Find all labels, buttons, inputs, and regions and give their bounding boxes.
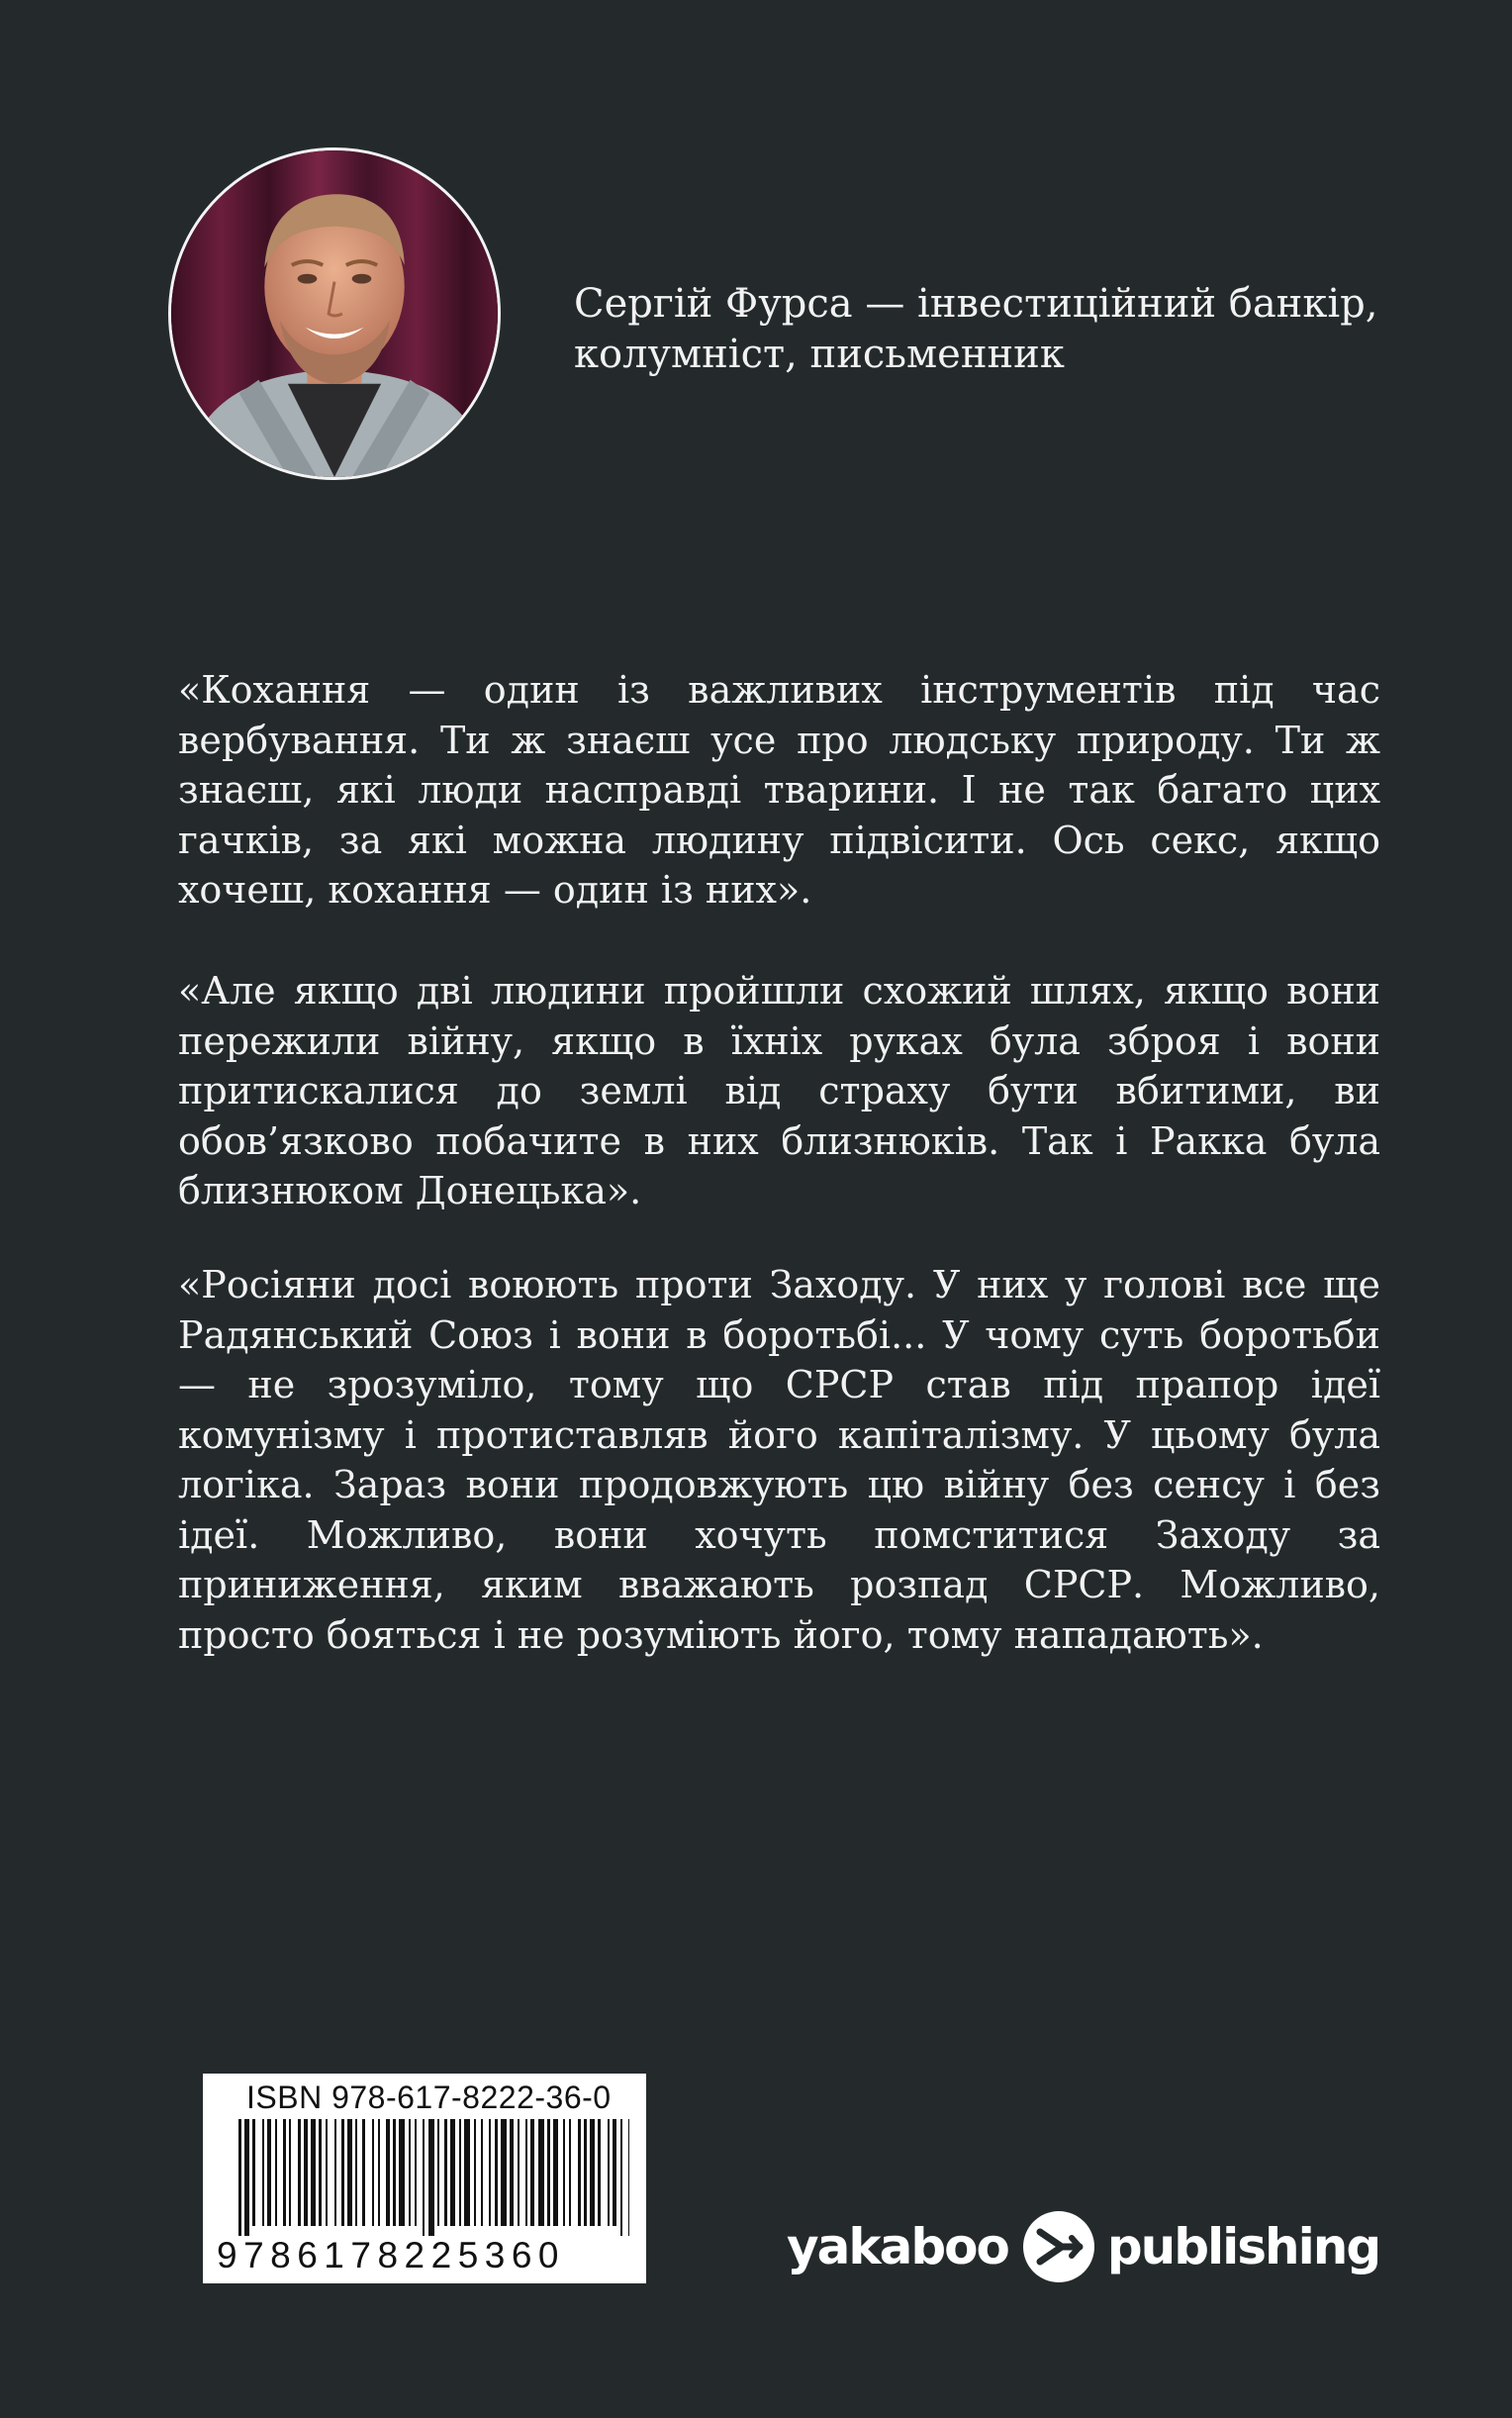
barcode-bar	[262, 2119, 264, 2226]
publisher-logo	[787, 2207, 1379, 2286]
barcode-bar	[598, 2119, 601, 2226]
barcode-bar	[347, 2119, 352, 2226]
ean-digits: 9786178225360	[217, 2235, 566, 2275]
barcode-bar	[563, 2119, 565, 2226]
barcode-bar	[326, 2119, 328, 2226]
quote-1: «Кохання — один із важливих інструментів під час вербування. Ти ж знаєш усе про людську природу. Ти ж знаєш, які люди насправді тварини. І не так багато цих гачків, за які можна людину підвісити. Ось секс, якщо хочеш, кохання — один із них».	[178, 668, 1380, 912]
barcode-bar	[362, 2119, 365, 2226]
barcode-bar	[304, 2119, 308, 2226]
barcode-bar	[608, 2119, 610, 2226]
publisher-name-right: publishing	[1106, 2218, 1380, 2275]
barcode-bar	[409, 2119, 411, 2226]
barcode-bar	[569, 2119, 571, 2226]
barcode-bar	[495, 2119, 498, 2226]
barcode-bar	[267, 2119, 271, 2226]
barcode-bar	[584, 2119, 587, 2226]
barcode-bar	[244, 2119, 249, 2236]
barcode-bar	[590, 2119, 595, 2226]
barcode-bar	[518, 2119, 520, 2226]
author-bio: Сергій Фурса — інвестиційний банкір, колумніст, письменник	[574, 281, 1378, 377]
barcode-bar	[444, 2119, 447, 2226]
barcode-bar	[238, 2119, 241, 2236]
isbn-number: ISBN 978-617-8222-36-0	[246, 2079, 612, 2115]
barcode-bar	[298, 2119, 301, 2226]
barcode-bar	[501, 2119, 507, 2226]
barcode-bar	[464, 2119, 470, 2226]
barcode-bar	[341, 2119, 344, 2226]
barcode-bar	[620, 2119, 622, 2236]
barcode-bar	[613, 2119, 616, 2226]
barcode-bar	[319, 2119, 322, 2226]
author-photo	[168, 147, 501, 480]
barcode-bar	[283, 2119, 286, 2226]
barcode-bar	[459, 2119, 461, 2226]
barcode-bar	[489, 2119, 491, 2226]
barcode-bar	[547, 2119, 550, 2226]
barcode-bar	[510, 2119, 514, 2226]
quote-3: «Росіяни досі воюють проти Заходу. У них у голові все ще Радянський Союз і вони в боротьбі... У чому суть боротьби — не зрозуміло, тому що СРСР став під прапор ідеї комунізму і протиставляв його капіталізму. У цьому була логіка. Зараз вони продовжують цю війну без сенсу і без ідеї. Можливо, вони хочуть помститися Заходу за приниження, яким вважають розпад СРСР. Можливо, просто бояться і не розуміють його, тому нападають».	[178, 1263, 1380, 1657]
barcode-bar	[334, 2119, 336, 2226]
barcode-bar	[275, 2119, 277, 2226]
barcode-bar	[252, 2119, 255, 2226]
publisher-name-left: yakaboo	[787, 2218, 1008, 2275]
barcode-bar	[437, 2119, 439, 2226]
barcode-bar	[378, 2119, 380, 2226]
barcode-bar	[530, 2119, 534, 2226]
barcode-bar	[553, 2119, 558, 2226]
barcode-bar	[538, 2119, 544, 2226]
barcode-bar	[311, 2119, 316, 2226]
barcode-bar	[355, 2119, 357, 2226]
barcode-bar	[372, 2119, 374, 2226]
barcode-bar	[289, 2119, 291, 2226]
barcode-bar	[481, 2119, 483, 2226]
quote-2: «Але якщо дві людини пройшли схожий шлях, якщо вони пережили війну, якщо в їхніх руках була зброя і вони притискалися до землі від страху бути вбитими, ви обов’язково побачите в них близнюків. Так і Ракка була близнюком Донецька».	[178, 969, 1380, 1212]
yakaboo-arrow-logo-icon	[1022, 2210, 1095, 2283]
barcode-bar	[578, 2119, 581, 2226]
barcode-bar	[628, 2119, 629, 2236]
barcode-bar	[423, 2119, 425, 2236]
barcode-bars	[238, 2119, 629, 2236]
barcode-bar	[474, 2119, 476, 2226]
barcode-bar	[428, 2119, 434, 2236]
barcode-bar	[399, 2119, 405, 2226]
barcode-bar	[525, 2119, 527, 2226]
barcode-bar	[415, 2119, 417, 2226]
barcode-bar	[393, 2119, 396, 2226]
barcode-bar	[450, 2119, 455, 2226]
isbn-barcode	[203, 2074, 646, 2283]
barcode-bar	[386, 2119, 390, 2226]
